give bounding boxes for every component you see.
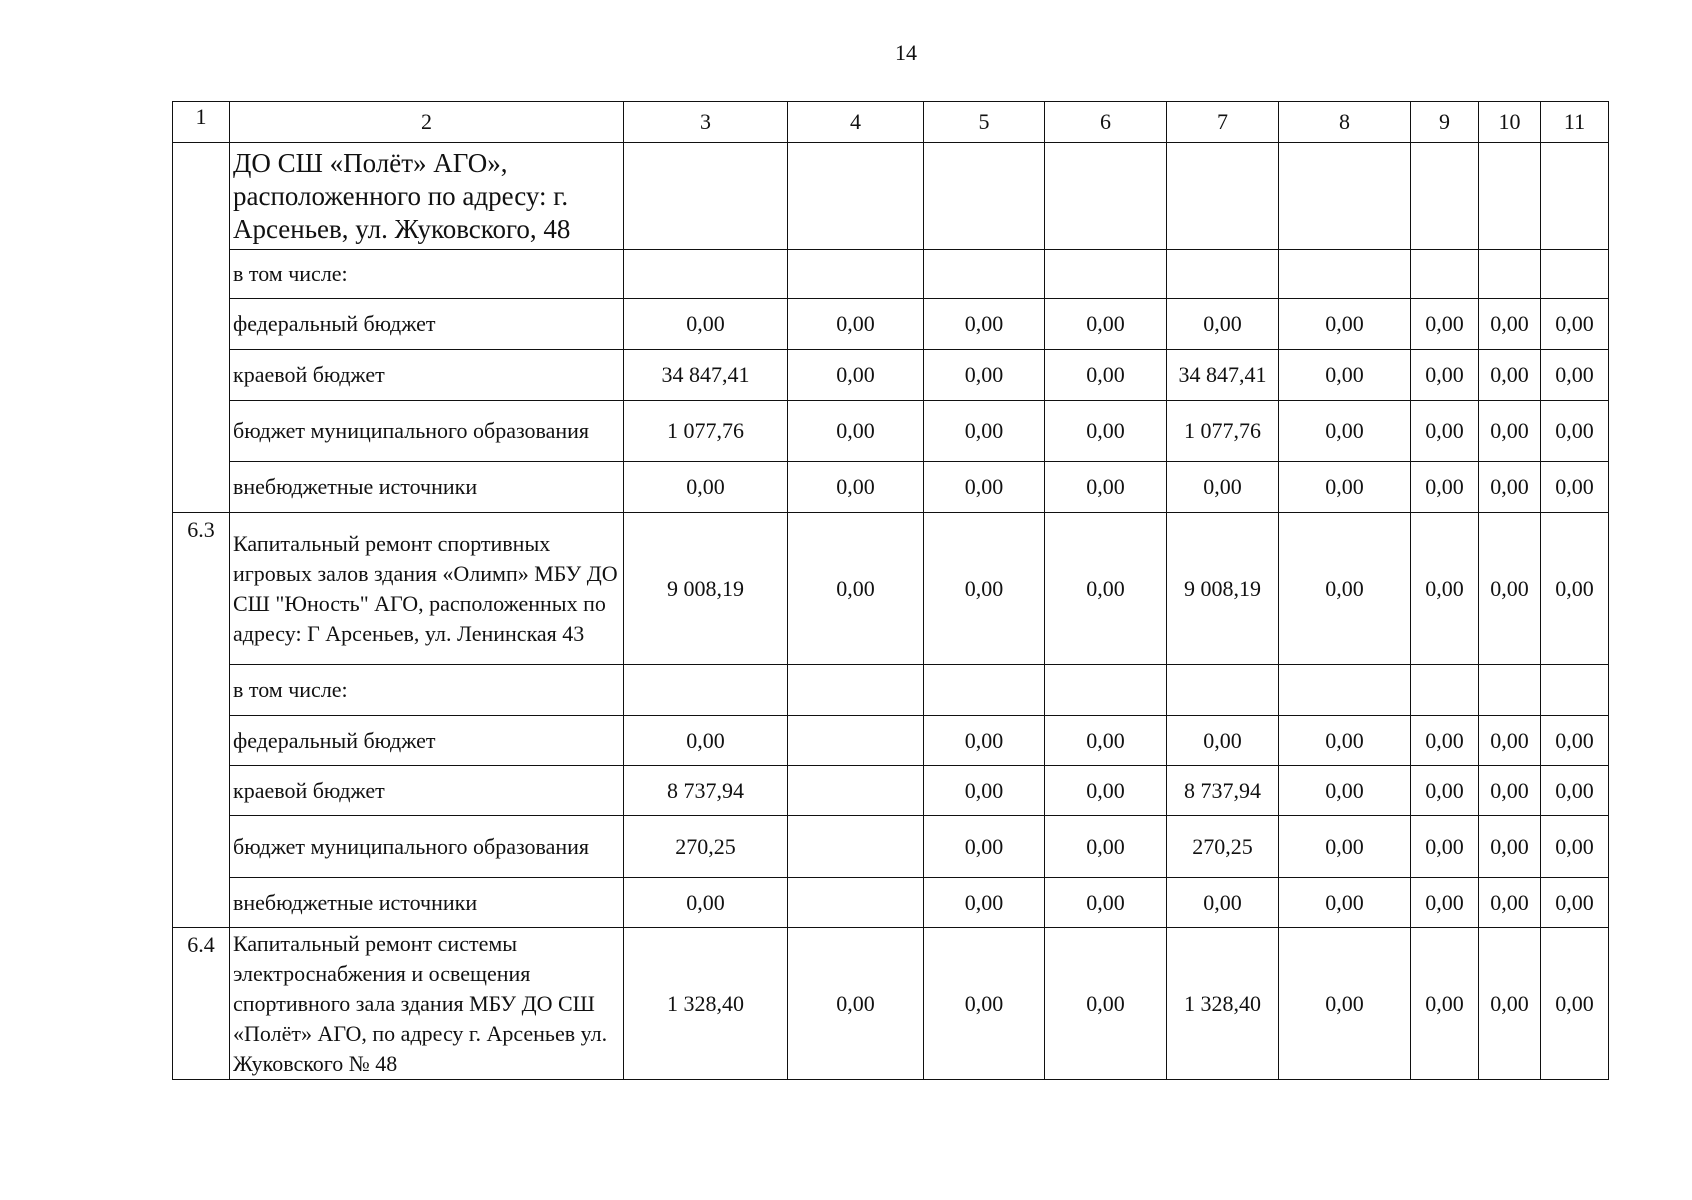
value-cell: 0,00 (924, 766, 1045, 816)
value-cell: 34 847,41 (1167, 350, 1279, 401)
row-description: федеральный бюджет (230, 716, 624, 766)
value-cell: 0,00 (924, 513, 1045, 665)
value-cell (924, 250, 1045, 299)
value-cell: 0,00 (624, 878, 788, 928)
row-description: Капитальный ремонт спортивных игровых залов здания «Олимп» МБУ ДО СШ "Юность" АГО, расположенных по адресу: Г Арсеньев, ул. Ленинская 43 (230, 513, 624, 665)
value-cell (1045, 665, 1167, 716)
value-cell: 0,00 (1045, 716, 1167, 766)
value-cell: 0,00 (924, 299, 1045, 350)
table-row (173, 299, 1609, 350)
table-row (173, 878, 1609, 928)
value-cell (1411, 665, 1479, 716)
row-number: 6.4 (173, 928, 230, 1080)
value-cell (788, 250, 924, 299)
value-cell: 0,00 (788, 928, 924, 1080)
value-cell: 0,00 (1479, 401, 1541, 462)
row-description: федеральный бюджет (230, 299, 624, 350)
value-cell (1541, 665, 1609, 716)
value-cell: 0,00 (1045, 513, 1167, 665)
value-cell (1411, 143, 1479, 250)
value-cell: 0,00 (924, 716, 1045, 766)
value-cell: 0,00 (1479, 816, 1541, 878)
value-cell: 8 737,94 (1167, 766, 1279, 816)
row-description: бюджет муниципального образования (230, 401, 624, 462)
table-row (173, 766, 1609, 816)
value-cell: 0,00 (1479, 928, 1541, 1080)
value-cell: 0,00 (624, 716, 788, 766)
value-cell (788, 878, 924, 928)
value-cell: 0,00 (788, 299, 924, 350)
header-cell: 3 (624, 102, 788, 143)
budget-table (172, 101, 1609, 1080)
value-cell (788, 716, 924, 766)
value-cell: 0,00 (1411, 716, 1479, 766)
value-cell: 0,00 (1411, 350, 1479, 401)
header-cell: 10 (1479, 102, 1541, 143)
header-cell: 4 (788, 102, 924, 143)
value-cell: 0,00 (1541, 816, 1609, 878)
value-cell: 270,25 (624, 816, 788, 878)
value-cell (1279, 143, 1411, 250)
value-cell: 270,25 (1167, 816, 1279, 878)
header-cell: 5 (924, 102, 1045, 143)
value-cell: 0,00 (1279, 878, 1411, 928)
row-description: краевой бюджет (230, 766, 624, 816)
table-row (173, 250, 1609, 299)
value-cell: 1 328,40 (1167, 928, 1279, 1080)
value-cell: 0,00 (924, 928, 1045, 1080)
value-cell: 0,00 (1411, 816, 1479, 878)
value-cell: 0,00 (1279, 816, 1411, 878)
header-cell: 7 (1167, 102, 1279, 143)
value-cell (1541, 143, 1609, 250)
header-cell: 11 (1541, 102, 1609, 143)
value-cell: 0,00 (1479, 716, 1541, 766)
value-cell: 0,00 (924, 401, 1045, 462)
value-cell: 0,00 (924, 878, 1045, 928)
value-cell (624, 665, 788, 716)
value-cell: 0,00 (788, 350, 924, 401)
value-cell: 34 847,41 (624, 350, 788, 401)
value-cell: 0,00 (1479, 878, 1541, 928)
value-cell (1279, 250, 1411, 299)
value-cell: 8 737,94 (624, 766, 788, 816)
value-cell (1411, 250, 1479, 299)
value-cell: 0,00 (1279, 928, 1411, 1080)
value-cell: 0,00 (1167, 299, 1279, 350)
value-cell: 9 008,19 (1167, 513, 1279, 665)
value-cell: 0,00 (1411, 513, 1479, 665)
value-cell: 0,00 (1411, 401, 1479, 462)
value-cell (1541, 250, 1609, 299)
value-cell (1279, 665, 1411, 716)
value-cell: 0,00 (1045, 878, 1167, 928)
table-row (173, 513, 1609, 665)
value-cell: 0,00 (1541, 401, 1609, 462)
value-cell: 0,00 (1167, 716, 1279, 766)
value-cell (1045, 143, 1167, 250)
value-cell: 0,00 (788, 462, 924, 513)
value-cell (924, 143, 1045, 250)
value-cell: 0,00 (624, 462, 788, 513)
value-cell: 0,00 (924, 816, 1045, 878)
value-cell: 0,00 (1279, 401, 1411, 462)
row-description: Капитальный ремонт системы электроснабжения и освещения спортивного зала здания МБУ ДО СШ «Полёт» АГО, по адресу г. Арсеньев ул. Жуковского № 48 (230, 928, 624, 1080)
table-row (173, 350, 1609, 401)
value-cell: 0,00 (1411, 766, 1479, 816)
value-cell: 0,00 (1541, 878, 1609, 928)
value-cell: 0,00 (1479, 299, 1541, 350)
row-description: бюджет муниципального образования (230, 816, 624, 878)
value-cell: 0,00 (924, 462, 1045, 513)
value-cell (624, 250, 788, 299)
row-description: в том числе: (230, 665, 624, 716)
value-cell: 0,00 (1541, 928, 1609, 1080)
value-cell (1479, 143, 1541, 250)
value-cell: 0,00 (1411, 462, 1479, 513)
value-cell: 0,00 (1479, 513, 1541, 665)
value-cell (788, 143, 924, 250)
row-description: внебюджетные источники (230, 462, 624, 513)
value-cell: 0,00 (1045, 928, 1167, 1080)
value-cell: 0,00 (1479, 462, 1541, 513)
header-cell: 1 (173, 102, 230, 143)
value-cell (924, 665, 1045, 716)
value-cell (788, 816, 924, 878)
value-cell: 0,00 (1411, 928, 1479, 1080)
value-cell: 0,00 (788, 513, 924, 665)
row-description: в том числе: (230, 250, 624, 299)
row-description: краевой бюджет (230, 350, 624, 401)
value-cell: 0,00 (1045, 816, 1167, 878)
value-cell (788, 766, 924, 816)
value-cell: 0,00 (1411, 299, 1479, 350)
page-number: 14 (895, 40, 917, 65)
value-cell: 0,00 (1479, 350, 1541, 401)
value-cell: 0,00 (1279, 299, 1411, 350)
value-cell (1479, 665, 1541, 716)
row-description: внебюджетные источники (230, 878, 624, 928)
header-cell: 9 (1411, 102, 1479, 143)
value-cell: 9 008,19 (624, 513, 788, 665)
value-cell: 0,00 (1045, 401, 1167, 462)
value-cell: 0,00 (1541, 299, 1609, 350)
value-cell: 0,00 (1279, 462, 1411, 513)
table-row (173, 816, 1609, 878)
value-cell: 0,00 (1541, 716, 1609, 766)
value-cell: 0,00 (788, 401, 924, 462)
value-cell: 0,00 (1279, 766, 1411, 816)
value-cell: 0,00 (1045, 766, 1167, 816)
value-cell: 0,00 (1541, 350, 1609, 401)
value-cell (1167, 665, 1279, 716)
value-cell: 0,00 (1479, 766, 1541, 816)
value-cell: 1 077,76 (624, 401, 788, 462)
value-cell (1167, 143, 1279, 250)
row-number: 6.3 (173, 513, 230, 928)
value-cell (788, 665, 924, 716)
value-cell: 0,00 (1279, 350, 1411, 401)
value-cell: 0,00 (1541, 513, 1609, 665)
table-row (173, 928, 1609, 1080)
table-row (173, 716, 1609, 766)
value-cell (624, 143, 788, 250)
header-cell: 8 (1279, 102, 1411, 143)
value-cell (1167, 250, 1279, 299)
value-cell: 0,00 (1279, 716, 1411, 766)
value-cell: 0,00 (1279, 513, 1411, 665)
value-cell: 0,00 (624, 299, 788, 350)
value-cell: 0,00 (1167, 878, 1279, 928)
value-cell: 0,00 (1045, 350, 1167, 401)
header-cell: 6 (1045, 102, 1167, 143)
header-cell: 2 (230, 102, 624, 143)
value-cell: 0,00 (1045, 462, 1167, 513)
row-description: ДО СШ «Полёт» АГО», расположенного по адресу: г. Арсеньев, ул. Жуковского, 48 (230, 143, 624, 250)
table-row (173, 401, 1609, 462)
row-number (173, 143, 230, 513)
value-cell: 0,00 (1541, 766, 1609, 816)
table-row (173, 665, 1609, 716)
table-row (173, 462, 1609, 513)
table-row (173, 143, 1609, 250)
value-cell: 0,00 (1541, 462, 1609, 513)
value-cell: 1 328,40 (624, 928, 788, 1080)
value-cell: 0,00 (924, 350, 1045, 401)
value-cell (1045, 250, 1167, 299)
value-cell: 1 077,76 (1167, 401, 1279, 462)
value-cell: 0,00 (1167, 462, 1279, 513)
table-header-row (173, 102, 1609, 143)
value-cell: 0,00 (1411, 878, 1479, 928)
value-cell (1479, 250, 1541, 299)
value-cell: 0,00 (1045, 299, 1167, 350)
